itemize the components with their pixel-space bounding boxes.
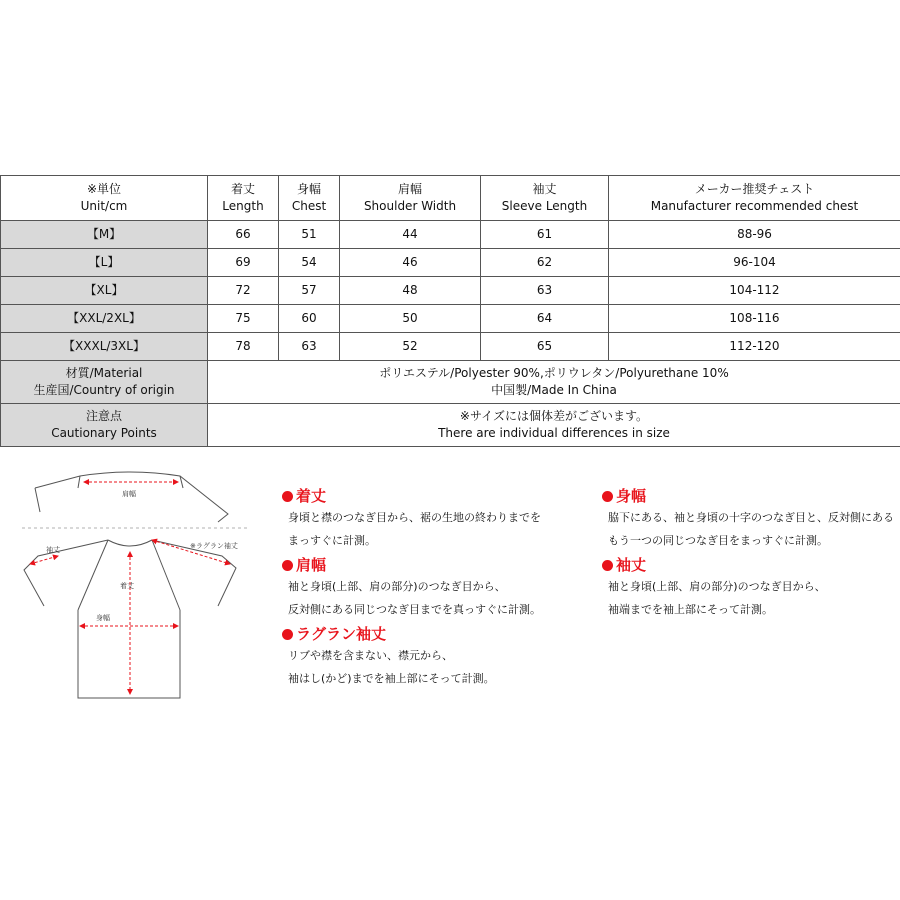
size-label: 【M】 [1, 221, 208, 249]
material-row [1, 361, 900, 404]
table-row [1, 305, 900, 333]
header-chest: 身幅 Chest [279, 176, 340, 221]
note-raglan-line: リブや襟を含まない、襟元から、 [288, 649, 453, 662]
material-value: ポリエステル/Polyester 90%,ポリウレタン/Polyurethane 10% 中国製/Made In China [208, 361, 900, 404]
chest-value: 57 [279, 277, 340, 305]
header-sleeve-length: 袖丈 Sleeve Length [481, 176, 609, 221]
garment-diagram [0, 460, 260, 710]
note-length-title: 着丈 [296, 487, 327, 505]
note-raglan-line: 袖はし(かど)までを袖上部にそって計測。 [288, 672, 495, 685]
note-shoulder-line: 反対側にある同じつなぎ目までを真っすぐに計測。 [288, 603, 541, 616]
sleeve-value: 63 [481, 277, 609, 305]
shoulder-value: 50 [340, 305, 481, 333]
chest-value: 54 [279, 249, 340, 277]
length-value: 75 [208, 305, 279, 333]
table-row [1, 277, 900, 305]
note-length [282, 486, 541, 552]
sleeve-label: 袖丈 [46, 546, 60, 554]
note-shoulder-line: 袖と身頃(上部、肩の部分)のつなぎ目から、 [288, 580, 506, 593]
size-label: 【L】 [1, 249, 208, 277]
note-shoulder [282, 555, 541, 621]
note-sleeve-line: 袖と身頃(上部、肩の部分)のつなぎ目から、 [608, 580, 826, 593]
caution-value: ※サイズには個体差がございます。 There are individual differences in size [208, 404, 900, 447]
size-label: 【XXL/2XL】 [1, 305, 208, 333]
size-label: 【XL】 [1, 277, 208, 305]
material-label: 材質/Material 生産国/Country of origin [1, 361, 208, 404]
shoulder-value: 44 [340, 221, 481, 249]
header-recommended-chest: メーカー推奨チェスト Manufacturer recommended chest [609, 176, 900, 221]
note-chest-line: 脇下にある、袖と身頃の十字のつなぎ目と、反対側にある [608, 511, 894, 524]
caution-label: 注意点 Cautionary Points [1, 404, 208, 447]
shoulder-value: 46 [340, 249, 481, 277]
shoulder-value: 48 [340, 277, 481, 305]
recommended-chest-value: 104-112 [609, 277, 900, 305]
length-value: 69 [208, 249, 279, 277]
bullet-dot-icon [602, 491, 613, 502]
bullet-dot-icon [282, 629, 293, 640]
table-row [1, 221, 900, 249]
size-table [0, 175, 900, 447]
table-row [1, 333, 900, 361]
recommended-chest-value: 108-116 [609, 305, 900, 333]
shoulder-value: 52 [340, 333, 481, 361]
note-chest [602, 486, 894, 552]
bullet-dot-icon [282, 491, 293, 502]
header-length: 着丈 Length [208, 176, 279, 221]
table-row [1, 249, 900, 277]
header-shoulder-width: 肩幅 Shoulder Width [340, 176, 481, 221]
chest-value: 63 [279, 333, 340, 361]
note-sleeve-title: 袖丈 [616, 556, 647, 574]
sleeve-value: 61 [481, 221, 609, 249]
note-sleeve [602, 555, 826, 621]
length-value: 78 [208, 333, 279, 361]
note-raglan-title: ラグラン袖丈 [296, 625, 387, 643]
sleeve-value: 65 [481, 333, 609, 361]
shoulder-label: 肩幅 [122, 490, 136, 498]
sleeve-value: 62 [481, 249, 609, 277]
raglan-label: ※ラグラン袖丈 [190, 542, 238, 550]
recommended-chest-value: 96-104 [609, 249, 900, 277]
length-value: 72 [208, 277, 279, 305]
note-sleeve-line: 袖端までを袖上部にそって計測。 [608, 603, 773, 616]
sleeve-value: 64 [481, 305, 609, 333]
note-chest-line: もう一つの同じつなぎ目をまっすぐに計測。 [608, 534, 828, 547]
recommended-chest-value: 88-96 [609, 221, 900, 249]
note-shoulder-title: 肩幅 [296, 556, 327, 574]
table-header-row [1, 176, 900, 221]
note-raglan [282, 624, 495, 690]
chest-value: 60 [279, 305, 340, 333]
bullet-dot-icon [602, 560, 613, 571]
note-chest-title: 身幅 [616, 487, 647, 505]
length-value: 66 [208, 221, 279, 249]
recommended-chest-value: 112-120 [609, 333, 900, 361]
bullet-dot-icon [282, 560, 293, 571]
header-unit: ※単位 Unit/cm [1, 176, 208, 221]
chest-value: 51 [279, 221, 340, 249]
caution-row [1, 404, 900, 447]
size-label: 【XXXL/3XL】 [1, 333, 208, 361]
length-label: 着丈 [120, 582, 134, 590]
chest-label: 身幅 [96, 614, 110, 622]
note-length-line: まっすぐに計測。 [288, 534, 376, 547]
note-length-line: 身頃と襟のつなぎ目から、裾の生地の終わりまでを [288, 511, 541, 524]
